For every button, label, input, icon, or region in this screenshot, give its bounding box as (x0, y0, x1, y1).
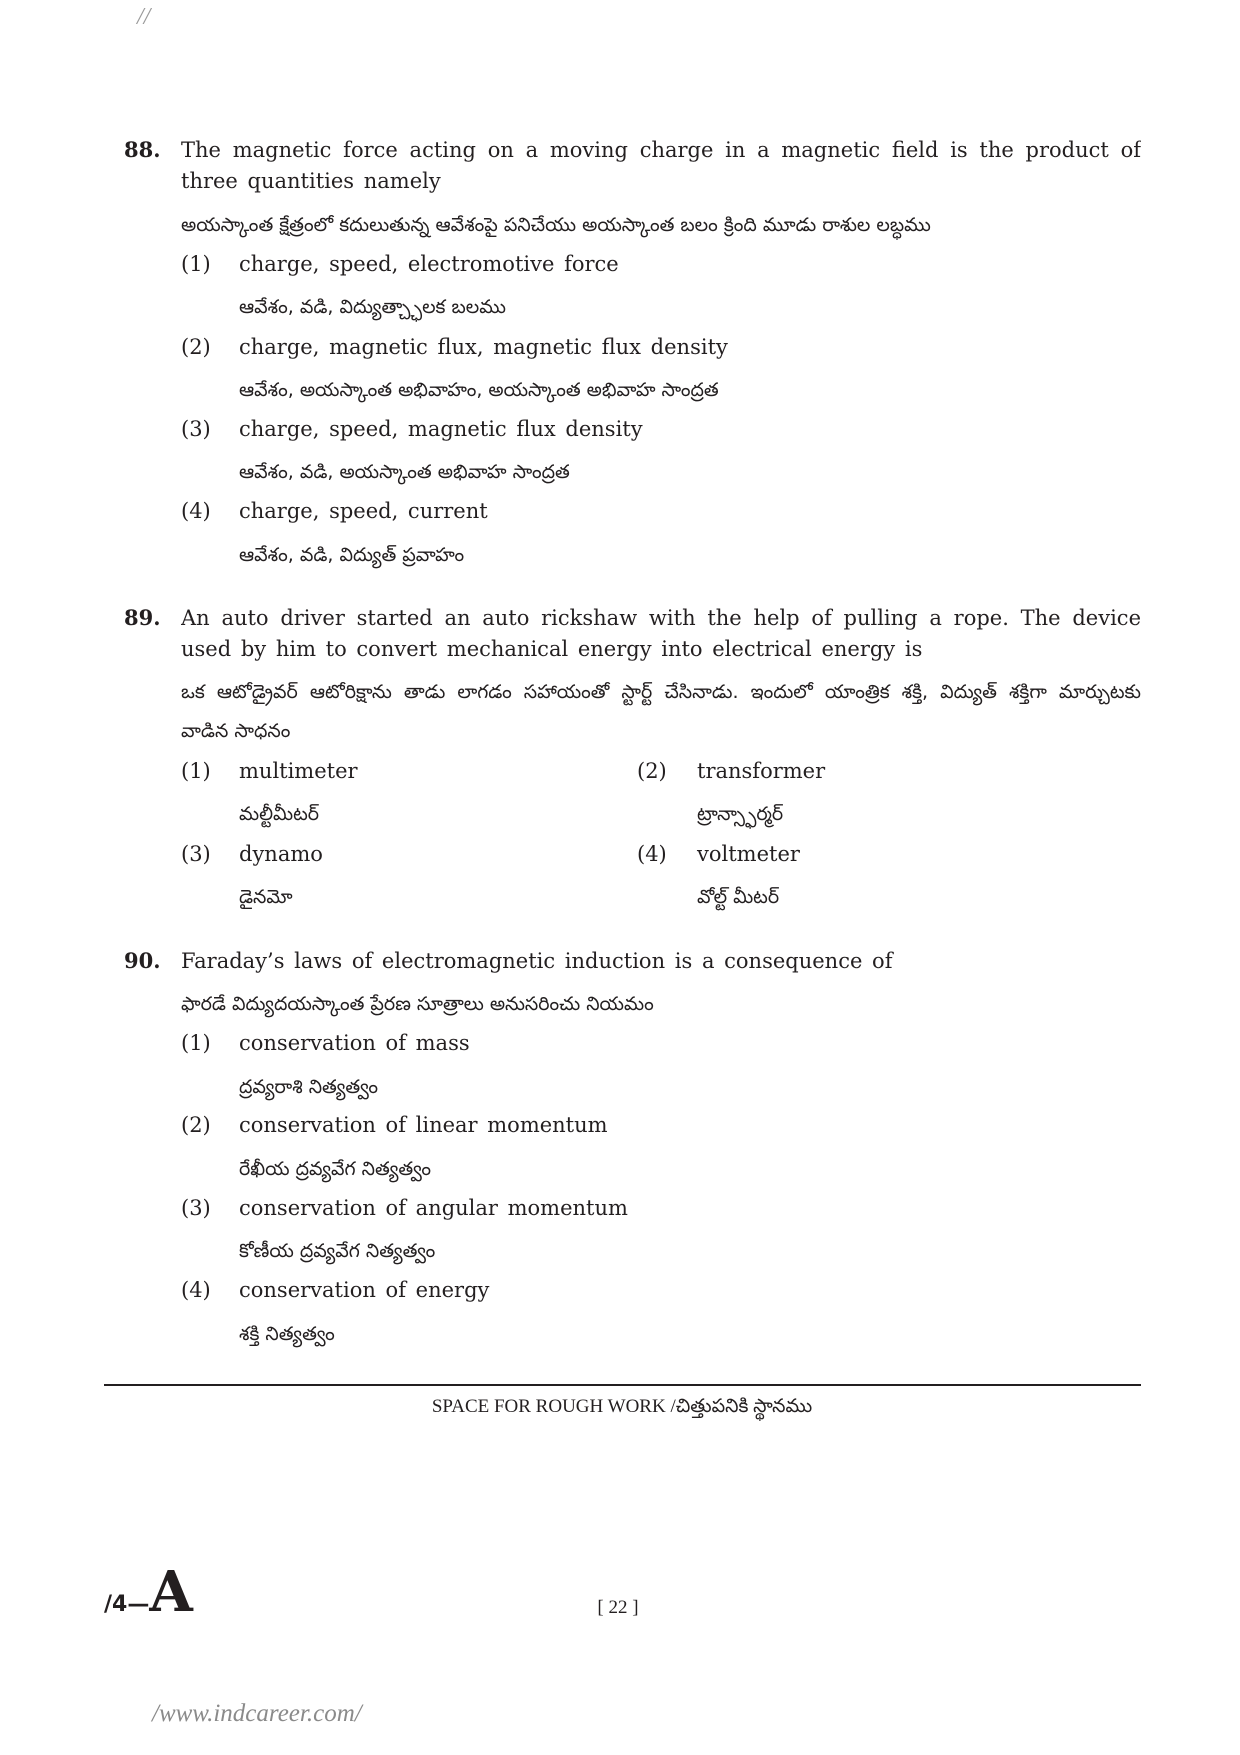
option-label: (1) (181, 1031, 211, 1055)
question-telugu-line: అయస్కాంత క్షేత్రంలో కదులుతున్న ఆవేశంపై పనిచేయు అయస్కాంత బలం క్రింది మూడు రాశుల లబ్ధము (181, 214, 931, 236)
corner-mark: // (137, 4, 151, 30)
option-text: transformer (697, 759, 826, 783)
option-telugu: ఆవేశం, వడి, అయస్కాంత అభివాహ సాంద్రత (239, 461, 570, 483)
option-text: conservation of angular momentum (239, 1196, 628, 1220)
option-label: (1) (181, 759, 211, 783)
option-telugu: మల్టీమీటర్ (239, 803, 320, 825)
option-telugu: ఆవేశం, అయస్కాంత అభివాహం, అయస్కాంత అభివాహ సాంద్రత (239, 379, 719, 401)
option-text: multimeter (239, 759, 358, 783)
option-label: (3) (181, 1196, 211, 1220)
question-number: 90. (124, 948, 161, 973)
question-text-line: An auto driver started an auto rickshaw with the help of pulling a rope. The device (181, 606, 1141, 630)
option-label: (4) (181, 499, 211, 523)
question-text-line: three quantities namely (181, 169, 441, 193)
option-text: voltmeter (697, 842, 800, 866)
option-text: conservation of energy (239, 1278, 490, 1302)
option-label: (2) (181, 335, 211, 359)
option-text: conservation of linear momentum (239, 1113, 608, 1137)
question-telugu-line: వాడిన సాధనం (181, 720, 291, 742)
question-telugu-line: ఒక ఆటోడ్రైవర్ ఆటోరిక్షాను తాడు లాగడం సహాయంతో స్టార్ట్ చేసినాడు. ఇందులో యాంత్రిక శక్తి, విద్యుత్ శక్తిగా మార్చుటకు (181, 681, 1141, 703)
option-text: charge, magnetic flux, magnetic flux density (239, 335, 728, 359)
question-number: 88. (124, 137, 161, 162)
page-number: [ 22 ] (597, 1597, 639, 1618)
option-text: charge, speed, current (239, 499, 488, 523)
question-text-line: Faraday’s laws of electromagnetic induction is a consequence of (181, 949, 893, 973)
option-label: (4) (637, 842, 667, 866)
option-telugu: రేఖీయ ద్రవ్యవేగ నిత్యత్వం (239, 1158, 432, 1180)
website-watermark: /www.indcareer.com/ (152, 1700, 362, 1727)
option-telugu: ఆవేశం, వడి, విద్యుత్చ్ఛాలక బలము (239, 296, 506, 318)
option-telugu: డైనమో (239, 886, 293, 908)
rough-work-label: SPACE FOR ROUGH WORK /చిత్తుపనికి స్థానము (431, 1396, 813, 1417)
option-telugu: ఆవేశం, వడి, విద్యుత్ ప్రవాహం (239, 544, 465, 566)
booklet-series-letter: A (149, 1559, 193, 1625)
question-telugu-line: ఫారడే విద్యుదయస్కాంత ప్రేరణ సూత్రాలు అనుసరించు నియమం (181, 993, 654, 1015)
option-label: (3) (181, 842, 211, 866)
option-telugu: ట్రాన్స్ఫార్మర్ (697, 803, 784, 825)
option-text: charge, speed, electromotive force (239, 252, 619, 276)
question-text-line: used by him to convert mechanical energy into electrical energy is (181, 637, 923, 661)
question-number: 89. (124, 605, 161, 630)
option-telugu: శక్తి నిత్యత్వం (239, 1323, 335, 1345)
option-telugu: వోల్ట్ మీటర్ (697, 886, 780, 908)
option-label: (2) (181, 1113, 211, 1137)
booklet-code-prefix: /4— (104, 1592, 150, 1617)
option-label: (3) (181, 417, 211, 441)
option-label: (1) (181, 252, 211, 276)
option-label: (2) (637, 759, 667, 783)
option-text: charge, speed, magnetic flux density (239, 417, 643, 441)
option-telugu: ద్రవ్యరాశి నిత్యత్వం (239, 1076, 379, 1098)
option-text: conservation of mass (239, 1031, 470, 1055)
option-label: (4) (181, 1278, 211, 1302)
rough-work-divider (104, 1384, 1141, 1386)
question-text-line: The magnetic force acting on a moving charge in a magnetic field is the product of (181, 138, 1141, 162)
option-text: dynamo (239, 842, 323, 866)
option-telugu: కోణీయ ద్రవ్యవేగ నిత్యత్వం (239, 1240, 436, 1262)
